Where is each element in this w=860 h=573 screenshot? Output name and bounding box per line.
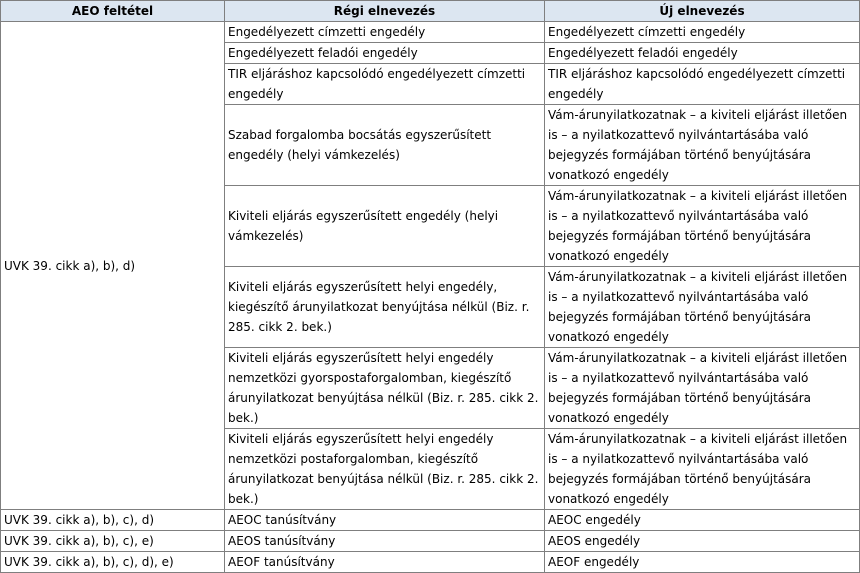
old-name-cell: AEOF tanúsítvány	[225, 552, 545, 573]
old-name-cell: Szabad forgalomba bocsátás egyszerűsített engedély (helyi vámkezelés)	[225, 105, 545, 186]
group-condition-cell: UVK 39. cikk a), b), d)	[1, 22, 225, 510]
new-name-cell: Engedélyezett címzetti engedély	[545, 22, 860, 43]
header-condition: AEO feltétel	[1, 1, 225, 22]
new-name-cell: AEOS engedély	[545, 531, 860, 552]
new-name-cell: Vám-árunyilatkozatnak – a kiviteli eljárást illetően is – a nyilatkozattevő nyilvántartásába való bejegyzés formájában történő benyújtására vonatkozó engedély	[545, 186, 860, 267]
old-name-cell: Engedélyezett címzetti engedély	[225, 22, 545, 43]
header-old-name: Régi elnevezés	[225, 1, 545, 22]
new-name-cell: AEOF engedély	[545, 552, 860, 573]
table-row	[1, 552, 860, 573]
table-row	[1, 510, 860, 531]
header-row	[1, 1, 860, 22]
condition-cell: UVK 39. cikk a), b), c), d)	[1, 510, 225, 531]
table-row	[1, 531, 860, 552]
old-name-cell: Kiviteli eljárás egyszerűsített helyi engedély nemzetközi postaforgalomban, kiegészítő árunyilatkozat benyújtása nélkül (Biz. r. 285. cikk 2. bek.)	[225, 429, 545, 510]
old-name-cell: Engedélyezett feladói engedély	[225, 43, 545, 64]
header-new-name: Új elnevezés	[545, 1, 860, 22]
new-name-cell: AEOC engedély	[545, 510, 860, 531]
old-name-cell: Kiviteli eljárás egyszerűsített engedély (helyi vámkezelés)	[225, 186, 545, 267]
old-name-cell: TIR eljáráshoz kapcsolódó engedélyezett címzetti engedély	[225, 64, 545, 105]
old-name-cell: AEOC tanúsítvány	[225, 510, 545, 531]
new-name-cell: Vám-árunyilatkozatnak – a kiviteli eljárást illetően is – a nyilatkozattevő nyilvántartásába való bejegyzés formájában történő benyújtására vonatkozó engedély	[545, 348, 860, 429]
new-name-cell: Vám-árunyilatkozatnak – a kiviteli eljárást illetően is – a nyilatkozattevő nyilvántartásába való bejegyzés formájában történő benyújtására vonatkozó engedély	[545, 105, 860, 186]
condition-cell: UVK 39. cikk a), b), c), e)	[1, 531, 225, 552]
new-name-cell: TIR eljáráshoz kapcsolódó engedélyezett címzetti engedély	[545, 64, 860, 105]
condition-cell: UVK 39. cikk a), b), c), d), e)	[1, 552, 225, 573]
new-name-cell: Vám-árunyilatkozatnak – a kiviteli eljárást illetően is – a nyilatkozattevő nyilvántartásába való bejegyzés formájában történő benyújtására vonatkozó engedély	[545, 267, 860, 348]
new-name-cell: Vám-árunyilatkozatnak – a kiviteli eljárást illetően is – a nyilatkozattevő nyilvántartásába való bejegyzés formájában történő benyújtására vonatkozó engedély	[545, 429, 860, 510]
old-name-cell: Kiviteli eljárás egyszerűsített helyi engedély, kiegészítő árunyilatkozat benyújtása nélkül (Biz. r. 285. cikk 2. bek.)	[225, 267, 545, 348]
table-row	[1, 22, 860, 43]
new-name-cell: Engedélyezett feladói engedély	[545, 43, 860, 64]
old-name-cell: AEOS tanúsítvány	[225, 531, 545, 552]
old-name-cell: Kiviteli eljárás egyszerűsített helyi engedély nemzetközi gyorspostaforgalomban, kiegészítő árunyilatkozat benyújtása nélkül (Biz. r. 285. cikk 2. bek.)	[225, 348, 545, 429]
